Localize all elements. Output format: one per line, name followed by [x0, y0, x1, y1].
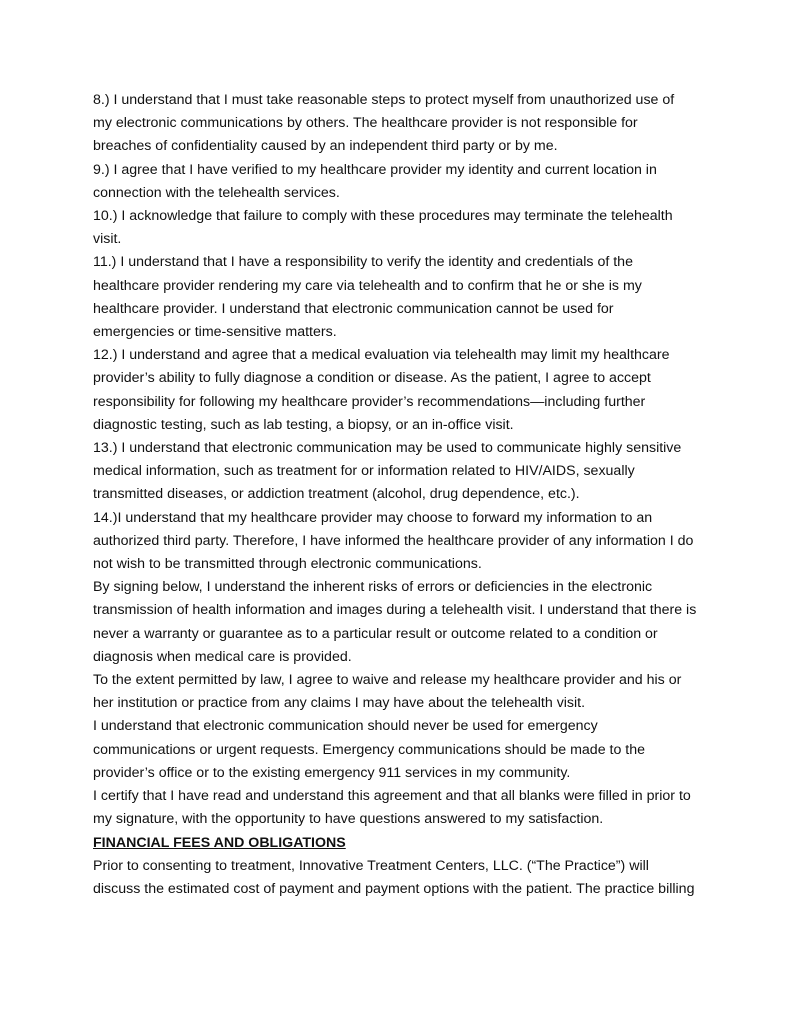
- paragraph-certification: I certify that I have read and understand this agreement and that all blanks were filled in prior to my signature, with the opportunity to have questions answered to my satisfaction.: [93, 788, 691, 828]
- paragraph-item-12: 12.) I understand and agree that a medical evaluation via telehealth may limit my healthcare provider’s ability to fully diagnose a condition or disease. As the patient, I agree to accept responsibility for following my healthcare provider’s recommendations—including further diagnostic testing, such as lab testing, a biopsy, or an in-office visit.: [93, 347, 670, 433]
- paragraph-item-8: 8.) I understand that I must take reasonable steps to protect myself from unauthorized use of my electronic communications by others. The healthcare provider is not responsible for breaches of confidentiality caused by an independent third party or by me.: [93, 92, 675, 155]
- document-page: [93, 89, 703, 901]
- paragraph-item-11: 11.) I understand that I have a responsibility to verify the identity and credentials of the healthcare provider rendering my care via telehealth and to confirm that he or she is my healthcare provider. I understand that electronic communication cannot be used for emergencies or time-sensitive matters.: [93, 254, 642, 341]
- paragraph-item-13: 13.) I understand that electronic communication may be used to communicate highly sensitive medical information, such as treatment for or information related to HIV/AIDS, sexually transmitted diseases, or addiction treatment (alcohol, drug dependence, etc.).: [93, 440, 682, 503]
- paragraph-emergency-notice: I understand that electronic communication should never be used for emergency communications or urgent requests. Emergency communications should be made to the provider’s office or to the existing emergency 911 services in my community.: [93, 718, 646, 781]
- paragraph-item-14: 14.)I understand that my healthcare provider may choose to forward my information to an authorized third party. Therefore, I have informed the healthcare provider of any information I do not wish to be transmitted through electronic communications.: [93, 509, 694, 573]
- paragraph-by-signing: By signing below, I understand the inherent risks of errors or deficiencies in the electronic transmission of health information and images during a telehealth visit. I understand that there is never a warranty or guarantee as to a particular result or outcome related to a condition or diagnosis when medical care is provided.: [93, 579, 697, 665]
- section-heading-financial: FINANCIAL FEES AND OBLIGATIONS: [93, 834, 346, 851]
- paragraph-item-9: 9.) I agree that I have verified to my healthcare provider my identity and current location in connection with the telehealth services.: [93, 161, 657, 201]
- paragraph-waiver: To the extent permitted by law, I agree to waive and release my healthcare provider and his or her institution or practice from any claims I may have about the telehealth visit.: [93, 672, 682, 712]
- paragraph-item-10: 10.) I acknowledge that failure to comply with these procedures may terminate the telehealth visit.: [93, 208, 673, 248]
- paragraph-financial-intro: Prior to consenting to treatment, Innovative Treatment Centers, LLC. (“The Practice”) will discuss the estimated cost of payment and payment options with the patient. The practice billing: [93, 857, 695, 897]
